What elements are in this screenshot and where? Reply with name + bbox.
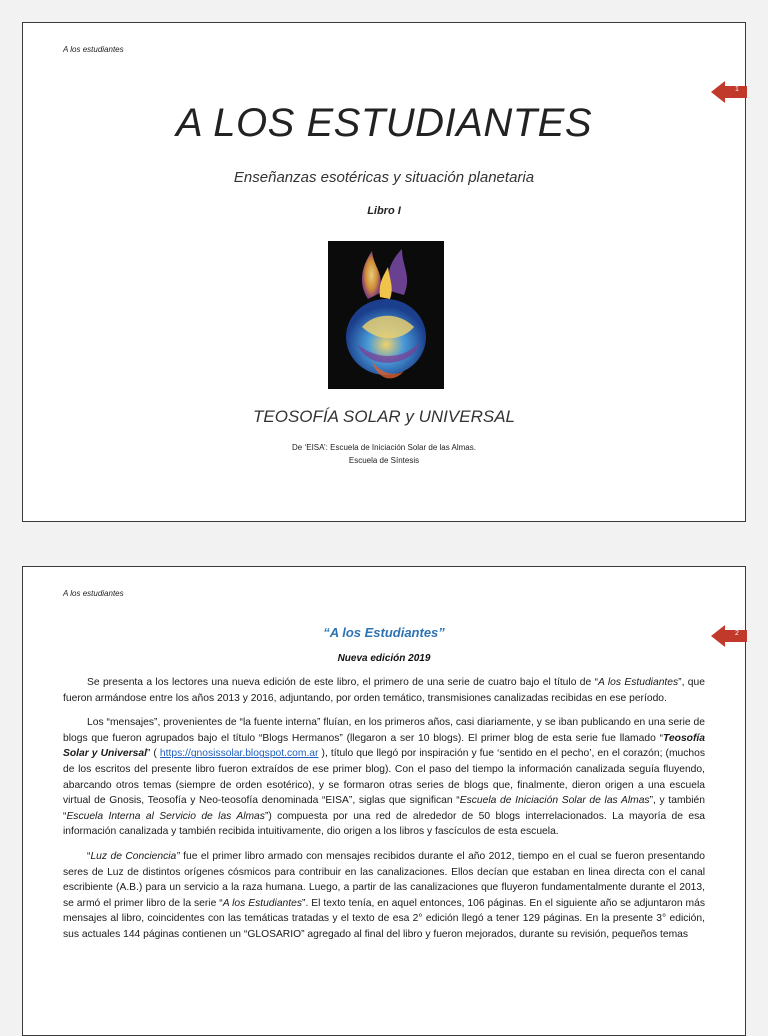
running-header: A los estudiantes (63, 589, 124, 598)
page-number: 1 (735, 86, 739, 93)
series-name: TEOSOFÍA SOLAR y UNIVERSAL (253, 407, 515, 426)
book-volume: Libro I (367, 205, 401, 217)
paragraph-2: Los “mensajes”, provenientes de “la fuente interna” fluían, en los primeros años, casi diariamente, y se iban publicando en una serie de blogs que fueron agrupados bajo el título “Blogs Hermanos” (llegaron a ser 10 blogs). El primer blog de esta serie fue llamado “Teosofía Solar y Universal” ( https://gnosissolar.blogspot.com.ar ), título que llegó por inspiración y fue ‘sentido en el pecho’, en el corazón; (muchos de los escritos del presente libro fueron extraídos de ese primer blog). Con el paso del tiempo la información canalizada seguía fluyendo, abarcando otros temas (siempre de orden esotérico), y se formaron otras series de blogs que, finalmente, dieron origen a una escuela virtual de Gnosis, Teosofía y Neo-teosofía denominada “EISA”, siglas que significan “Escuela de Iniciación Solar de las Almas”, y también “Escuela Interna al Servicio de las Almas”) compuesta por una red de alrededor de 50 blogs interrelacionados. La mayoría de esa información canalizada y también recibida intuitivamente, dio origen a los libros y fascículos de esta escuela. (63, 717, 706, 838)
cover-illustration (328, 241, 444, 389)
paragraph-1: Se presenta a los lectores una nueva edición de este libro, el primero de una serie de cuatro bajo el título de “A los Estudiantes”, que fueron armándose entre los años 2013 y 2016, adjuntando, por orden temático, transmisiones canalizadas recibidas en ese período. (63, 677, 705, 704)
book-title: A LOS ESTUDIANTES (176, 101, 592, 145)
edition-label: Nueva edición 2019 (337, 653, 431, 664)
blog-link[interactable]: https://gnosissolar.blogspot.com.ar (159, 748, 319, 760)
section-title: “A los Estudiantes” (323, 625, 445, 640)
running-header: A los estudiantes (63, 45, 124, 54)
paragraph-3: “Luz de Conciencia” fue el primer libro armado con mensajes recibidos durante el año 2012, tiempo en el cual se fueron presentando seres de Luz de distintos orígenes cósmicos para contribuir en las canalizaciones. Ellos decían que estaban en linea directa con el canal escribiente (A.B.) para un servicio a la raza humana. Luego, a partir de las canalizaciones que fluyeron fundamentalmente durante el 2013, se armó el primer libro de la serie “A los Estudiantes”. El texto tenía, en aquel entonces, 106 páginas. En el siguiente año se adjuntaron más mensajes al libro, coincidentes con las temáticas tratadas y el texto de esa 2° edición llegó a tener 129 páginas. En la presente 3° edición, sus actuales 144 páginas contienen un “GLOSARIO” agregado al final del libro y fueron mejorados, durante su revisión, pequeños temas (63, 850, 705, 940)
school-subtitle: Escuela de Síntesis (348, 456, 420, 465)
body-text (63, 675, 705, 952)
school-origin: De ‘EISA’: Escuela de Iniciación Solar de las Almas. (292, 443, 476, 452)
document-page-1 (22, 22, 746, 522)
page-marker-1 (711, 81, 747, 103)
page-number: 2 (735, 630, 739, 637)
book-subtitle: Enseñanzas esotéricas y situación planetaria (233, 169, 535, 186)
document-page-2 (22, 566, 746, 1036)
